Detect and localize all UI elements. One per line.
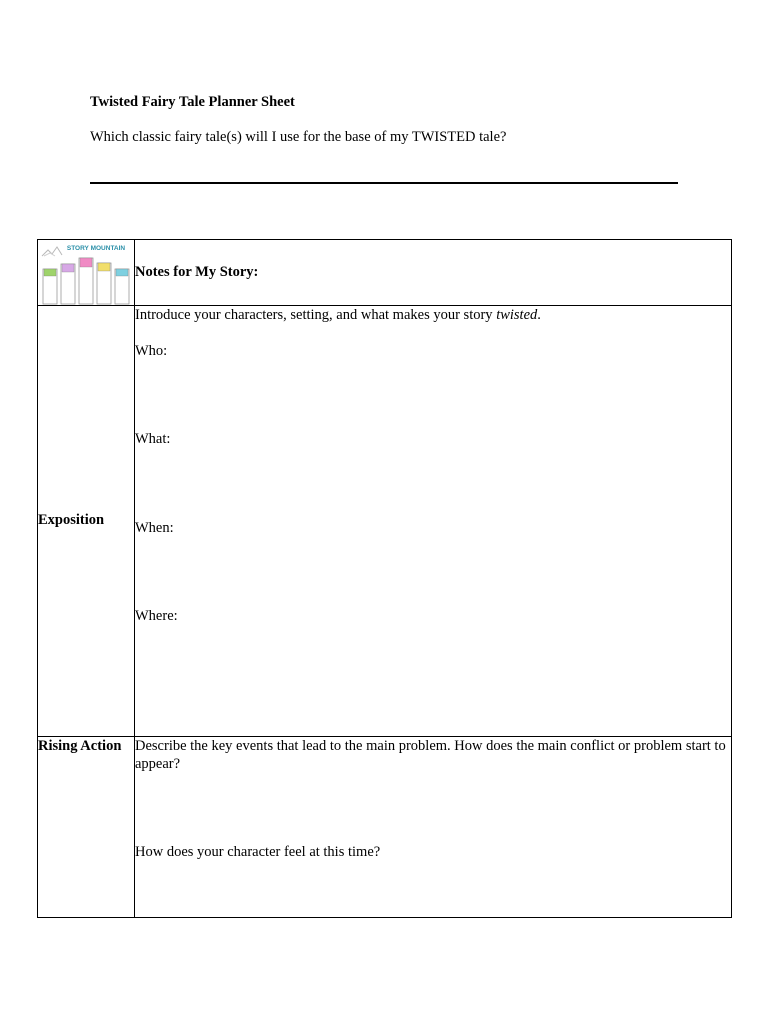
exposition-label: Exposition: [38, 306, 135, 737]
fairy-tale-question: Which classic fairy tale(s) will I use for the base of my TWISTED tale?: [90, 129, 507, 145]
table-header-row: [38, 240, 732, 306]
what-prompt: What:: [135, 431, 171, 447]
exposition-intro: Introduce your characters, setting, and what makes your story twisted.: [135, 307, 541, 323]
rising-action-label: Rising Action: [38, 737, 135, 918]
where-prompt: Where:: [135, 608, 178, 624]
story-mountain-image: [40, 242, 132, 305]
thumbnail-cell: [38, 240, 135, 306]
rising-action-row: [38, 737, 732, 918]
rising-action-describe: Describe the key events that lead to the main problem. How does the main conflict or problem start to appear?: [135, 738, 726, 772]
rising-action-notes: [135, 737, 732, 918]
planner-table: [37, 239, 732, 918]
notes-header: Notes for My Story:: [135, 240, 732, 306]
document-title: Twisted Fairy Tale Planner Sheet: [90, 94, 295, 110]
exposition-row: [38, 306, 732, 737]
character-feel-prompt: How does your character feel at this time?: [135, 844, 381, 860]
answer-line: [90, 182, 678, 184]
story-mountain-title: STORY MOUNTAIN: [66, 244, 126, 252]
exposition-notes: [135, 306, 732, 737]
who-prompt: Who:: [135, 342, 168, 359]
when-prompt: When:: [135, 519, 174, 536]
